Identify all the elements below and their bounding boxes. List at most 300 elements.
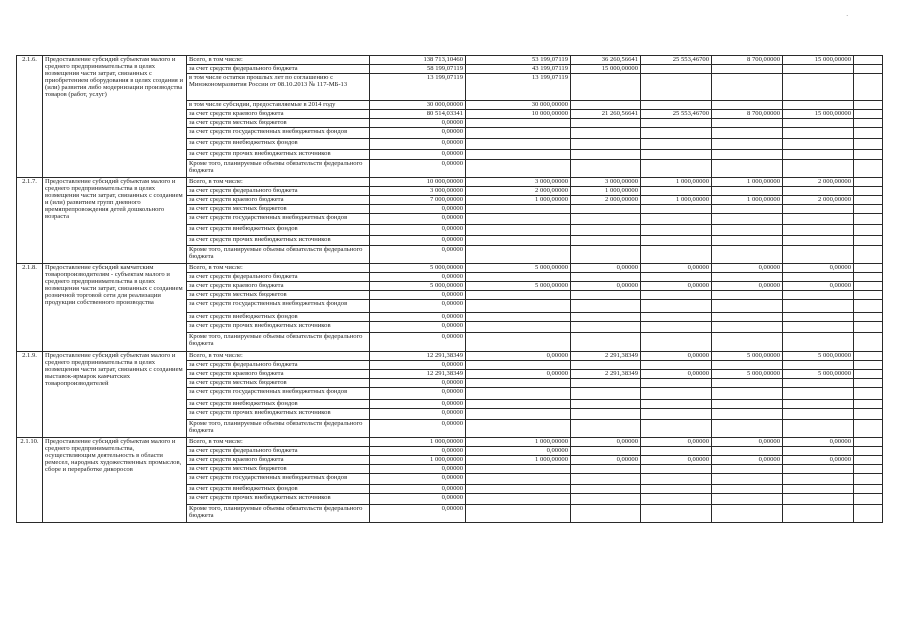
amount-cell (571, 214, 641, 225)
amount-cell (712, 485, 783, 494)
amount-cell: 13 199,07119 (370, 74, 466, 101)
amount-cell (783, 361, 854, 370)
amount-cell (571, 119, 641, 128)
amount-cell (641, 187, 712, 196)
amount-cell (571, 322, 641, 333)
amount-cell: 5 000,00000 (783, 370, 854, 379)
empty-cell (854, 438, 883, 447)
amount-cell: 10 000,00000 (370, 178, 466, 187)
amount-cell: 0,00000 (370, 322, 466, 333)
amount-cell (712, 101, 783, 110)
table-row (17, 56, 883, 65)
amount-cell: 25 553,46700 (641, 56, 712, 65)
amount-cell (641, 505, 712, 523)
amount-cell (466, 160, 571, 178)
amount-cell (571, 300, 641, 313)
amount-cell (783, 214, 854, 225)
amount-cell (641, 236, 712, 246)
amount-cell (466, 300, 571, 313)
table-row (17, 264, 883, 273)
empty-cell (854, 178, 883, 187)
amount-cell: 5 000,00000 (370, 264, 466, 273)
empty-cell (854, 119, 883, 128)
empty-cell (854, 187, 883, 196)
funding-source-label: за счет средств внебюджетных фондов (187, 313, 370, 322)
amount-cell (712, 333, 783, 352)
empty-cell (854, 205, 883, 214)
amount-cell: 0,00000 (370, 409, 466, 420)
funding-source-label: за счет средств федерального бюджета (187, 65, 370, 74)
empty-cell (854, 101, 883, 110)
amount-cell: 15 000,00000 (783, 110, 854, 119)
amount-cell: 0,00000 (466, 352, 571, 361)
amount-cell: 0,00000 (712, 264, 783, 273)
amount-cell (466, 485, 571, 494)
amount-cell: 1 000,00000 (712, 178, 783, 187)
amount-cell: 0,00000 (783, 264, 854, 273)
empty-cell (854, 379, 883, 388)
amount-cell (712, 361, 783, 370)
amount-cell: 2 000,00000 (783, 196, 854, 205)
amount-cell (712, 214, 783, 225)
amount-cell (712, 291, 783, 300)
amount-cell: 0,00000 (370, 205, 466, 214)
amount-cell (712, 300, 783, 313)
amount-cell: 0,00000 (370, 447, 466, 456)
empty-cell (854, 505, 883, 523)
amount-cell (641, 150, 712, 160)
funding-source-label: за счет средств федерального бюджета (187, 187, 370, 196)
amount-cell: 12 291,38349 (370, 352, 466, 361)
funding-source-label: за счет средств внебюджетных фондов (187, 485, 370, 494)
amount-cell: 0,00000 (370, 119, 466, 128)
amount-cell (641, 65, 712, 74)
amount-cell: 3 000,00000 (370, 187, 466, 196)
funding-source-label: Всего, в том числе: (187, 352, 370, 361)
amount-cell: 53 199,07119 (466, 56, 571, 65)
amount-cell: 1 000,00000 (641, 196, 712, 205)
amount-cell: 1 000,00000 (571, 187, 641, 196)
amount-cell (783, 388, 854, 400)
funding-source-label: за счет средств прочих внебюджетных источников (187, 409, 370, 420)
amount-cell (641, 139, 712, 150)
amount-cell (571, 379, 641, 388)
amount-cell (466, 494, 571, 505)
amount-cell (641, 361, 712, 370)
amount-cell: 2 291,38349 (571, 352, 641, 361)
amount-cell: 0,00000 (370, 300, 466, 313)
amount-cell (466, 119, 571, 128)
amount-cell (783, 65, 854, 74)
empty-cell (854, 485, 883, 494)
amount-cell: 5 000,00000 (466, 282, 571, 291)
amount-cell (783, 474, 854, 485)
section-number: 2.1.8. (17, 264, 43, 352)
amount-cell (466, 474, 571, 485)
amount-cell (712, 187, 783, 196)
amount-cell: 15 000,00000 (571, 65, 641, 74)
amount-cell: 0,00000 (783, 456, 854, 465)
funding-source-label: Кроме того, планируемые объемы обязательств федерального бюджета (187, 246, 370, 264)
funding-source-label: за счет средств прочих внебюджетных источников (187, 494, 370, 505)
amount-cell (641, 465, 712, 474)
empty-cell (854, 225, 883, 236)
amount-cell (712, 420, 783, 438)
empty-cell (854, 352, 883, 361)
amount-cell: 0,00000 (370, 128, 466, 139)
amount-cell (571, 409, 641, 420)
amount-cell (641, 128, 712, 139)
empty-cell (854, 110, 883, 119)
amount-cell (783, 379, 854, 388)
amount-cell: 0,00000 (370, 505, 466, 523)
amount-cell (641, 300, 712, 313)
amount-cell (783, 139, 854, 150)
empty-cell (854, 400, 883, 409)
amount-cell (783, 409, 854, 420)
amount-cell (712, 494, 783, 505)
amount-cell (641, 101, 712, 110)
amount-cell (641, 225, 712, 236)
amount-cell (641, 494, 712, 505)
amount-cell: 0,00000 (370, 474, 466, 485)
amount-cell: 43 199,07119 (466, 65, 571, 74)
amount-cell (712, 465, 783, 474)
funding-source-label: за счет средств краевого бюджета (187, 196, 370, 205)
amount-cell (571, 150, 641, 160)
amount-cell (571, 494, 641, 505)
amount-cell (571, 465, 641, 474)
funding-source-label: за счет средств федерального бюджета (187, 447, 370, 456)
empty-cell (854, 370, 883, 379)
amount-cell (571, 313, 641, 322)
amount-cell: 5 000,00000 (712, 352, 783, 361)
section-number: 2.1.6. (17, 56, 43, 178)
amount-cell (571, 160, 641, 178)
amount-cell (466, 273, 571, 282)
amount-cell (783, 485, 854, 494)
amount-cell: 58 199,07119 (370, 65, 466, 74)
empty-cell (854, 465, 883, 474)
amount-cell (712, 273, 783, 282)
amount-cell (712, 150, 783, 160)
amount-cell: 0,00000 (370, 333, 466, 352)
amount-cell (641, 74, 712, 101)
amount-cell (641, 474, 712, 485)
corner-mark: · (846, 12, 849, 20)
amount-cell (466, 420, 571, 438)
amount-cell: 3 000,00000 (466, 178, 571, 187)
amount-cell: 30 000,00000 (370, 101, 466, 110)
funding-source-label: Кроме того, планируемые объемы обязательств федерального бюджета (187, 505, 370, 523)
amount-cell: 5 000,00000 (783, 352, 854, 361)
amount-cell (783, 128, 854, 139)
empty-cell (854, 65, 883, 74)
funding-source-label: за счет средств федерального бюджета (187, 361, 370, 370)
amount-cell (641, 409, 712, 420)
empty-cell (854, 56, 883, 65)
amount-cell: 2 000,00000 (466, 187, 571, 196)
amount-cell (783, 291, 854, 300)
amount-cell (783, 225, 854, 236)
amount-cell: 0,00000 (712, 438, 783, 447)
empty-cell (854, 196, 883, 205)
amount-cell (712, 505, 783, 523)
amount-cell (712, 65, 783, 74)
amount-cell (571, 361, 641, 370)
amount-cell: 0,00000 (370, 236, 466, 246)
amount-cell (571, 388, 641, 400)
funding-source-label: за счет средств федерального бюджета (187, 273, 370, 282)
amount-cell: 3 000,00000 (571, 178, 641, 187)
amount-cell: 0,00000 (370, 273, 466, 282)
amount-cell (783, 400, 854, 409)
section-description: Предоставление субсидий субъектам малого и среднего предпринимательства в целях возмещения части затрат, связанных с созданием выставок-ярмарок камчатских товаропроизводителей (43, 352, 187, 438)
empty-cell (854, 74, 883, 101)
amount-cell: 0,00000 (370, 150, 466, 160)
funding-source-label: за счет средств краевого бюджета (187, 282, 370, 291)
amount-cell (571, 101, 641, 110)
amount-cell: 36 260,56641 (571, 56, 641, 65)
amount-cell: 1 000,00000 (370, 456, 466, 465)
empty-cell (854, 474, 883, 485)
amount-cell: 0,00000 (370, 465, 466, 474)
amount-cell (466, 322, 571, 333)
funding-source-label: Кроме того, планируемые объемы обязательств федерального бюджета (187, 420, 370, 438)
amount-cell (712, 400, 783, 409)
amount-cell (712, 322, 783, 333)
amount-cell: 5 000,00000 (466, 264, 571, 273)
amount-cell (783, 150, 854, 160)
amount-cell (712, 474, 783, 485)
funding-source-label: за счет средств внебюджетных фондов (187, 225, 370, 236)
amount-cell (712, 160, 783, 178)
funding-source-label: за счет средств государственных внебюджетных фондов (187, 388, 370, 400)
amount-cell: 10 000,00000 (466, 110, 571, 119)
amount-cell: 0,00000 (370, 139, 466, 150)
amount-cell (571, 139, 641, 150)
amount-cell (641, 322, 712, 333)
amount-cell: 0,00000 (370, 214, 466, 225)
amount-cell (466, 379, 571, 388)
amount-cell (466, 409, 571, 420)
funding-source-label: за счет средств краевого бюджета (187, 456, 370, 465)
amount-cell: 0,00000 (370, 494, 466, 505)
amount-cell: 5 000,00000 (370, 282, 466, 291)
amount-cell (712, 409, 783, 420)
amount-cell (571, 225, 641, 236)
budget-table (16, 55, 883, 523)
amount-cell (641, 119, 712, 128)
amount-cell: 0,00000 (571, 438, 641, 447)
amount-cell (712, 205, 783, 214)
funding-source-label: за счет средств краевого бюджета (187, 110, 370, 119)
amount-cell: 25 553,46700 (641, 110, 712, 119)
amount-cell (571, 420, 641, 438)
funding-source-label: за счет средств внебюджетных фондов (187, 400, 370, 409)
empty-cell (854, 128, 883, 139)
funding-source-label: за счет средств местных бюджетов (187, 119, 370, 128)
amount-cell: 80 514,03341 (370, 110, 466, 119)
amount-cell (783, 101, 854, 110)
table-row (17, 178, 883, 187)
amount-cell (571, 333, 641, 352)
section-number: 2.1.9. (17, 352, 43, 438)
amount-cell: 1 000,00000 (712, 196, 783, 205)
funding-source-label: за счет средств местных бюджетов (187, 379, 370, 388)
empty-cell (854, 246, 883, 264)
amount-cell (571, 205, 641, 214)
empty-cell (854, 361, 883, 370)
amount-cell (571, 505, 641, 523)
amount-cell: 0,00000 (571, 264, 641, 273)
empty-cell (854, 160, 883, 178)
amount-cell (641, 379, 712, 388)
amount-cell (641, 388, 712, 400)
amount-cell: 0,00000 (370, 400, 466, 409)
amount-cell: 0,00000 (641, 370, 712, 379)
funding-source-label: за счет средств местных бюджетов (187, 205, 370, 214)
amount-cell (571, 485, 641, 494)
amount-cell (783, 333, 854, 352)
amount-cell (783, 74, 854, 101)
amount-cell (571, 128, 641, 139)
amount-cell: 0,00000 (641, 438, 712, 447)
empty-cell (854, 409, 883, 420)
amount-cell (466, 400, 571, 409)
amount-cell (641, 447, 712, 456)
amount-cell (712, 447, 783, 456)
amount-cell (466, 465, 571, 474)
amount-cell (783, 494, 854, 505)
amount-cell (641, 160, 712, 178)
section-description: Предоставление субсидий субъектам малого и среднего предпринимательства в целях возмещения части затрат, связанных с созданием и (или) развитием групп дневного времяпрепровождения детей дошкольного возраста (43, 178, 187, 264)
funding-source-label: за счет средств государственных внебюджетных фондов (187, 128, 370, 139)
amount-cell (466, 291, 571, 300)
amount-cell: 0,00000 (466, 447, 571, 456)
amount-cell (571, 74, 641, 101)
amount-cell (466, 225, 571, 236)
amount-cell: 8 700,00000 (712, 110, 783, 119)
amount-cell (466, 236, 571, 246)
amount-cell (466, 139, 571, 150)
amount-cell: 0,00000 (370, 313, 466, 322)
amount-cell: 0,00000 (466, 370, 571, 379)
amount-cell: 0,00000 (370, 291, 466, 300)
amount-cell: 0,00000 (370, 420, 466, 438)
amount-cell: 0,00000 (712, 456, 783, 465)
amount-cell (712, 313, 783, 322)
amount-cell (783, 205, 854, 214)
amount-cell: 30 000,00000 (466, 101, 571, 110)
funding-source-label: в том числе субсидии, предоставляемые в 2014 году (187, 101, 370, 110)
amount-cell: 0,00000 (370, 388, 466, 400)
amount-cell: 0,00000 (712, 282, 783, 291)
funding-source-label: за счет средств государственных внебюджетных фондов (187, 474, 370, 485)
section-description: Предоставление субсидий субъектам малого и среднего предпринимательства в целях возмещения части затрат, связанных с приобретением оборудования в целях создания и (или) развития либо модернизации производства товаров (работ, услуг) (43, 56, 187, 178)
empty-cell (854, 388, 883, 400)
funding-source-label: Всего, в том числе: (187, 438, 370, 447)
empty-cell (854, 291, 883, 300)
amount-cell: 15 000,00000 (783, 56, 854, 65)
empty-cell (854, 214, 883, 225)
amount-cell (571, 291, 641, 300)
amount-cell: 0,00000 (783, 282, 854, 291)
amount-cell: 1 000,00000 (466, 438, 571, 447)
amount-cell: 0,00000 (571, 456, 641, 465)
amount-cell (641, 214, 712, 225)
amount-cell (783, 119, 854, 128)
amount-cell: 1 000,00000 (370, 438, 466, 447)
amount-cell: 12 291,38349 (370, 370, 466, 379)
amount-cell (783, 447, 854, 456)
amount-cell: 1 000,00000 (466, 196, 571, 205)
amount-cell (712, 74, 783, 101)
amount-cell (783, 273, 854, 282)
funding-source-label: за счет средств государственных внебюджетных фондов (187, 300, 370, 313)
table-row (17, 352, 883, 361)
amount-cell (641, 313, 712, 322)
empty-cell (854, 150, 883, 160)
amount-cell (641, 273, 712, 282)
amount-cell (783, 246, 854, 264)
amount-cell (641, 205, 712, 214)
amount-cell: 0,00000 (641, 456, 712, 465)
empty-cell (854, 273, 883, 282)
table-row (17, 438, 883, 447)
empty-cell (854, 456, 883, 465)
amount-cell (783, 160, 854, 178)
funding-source-label: за счет средств прочих внебюджетных источников (187, 236, 370, 246)
amount-cell (783, 187, 854, 196)
amount-cell: 0,00000 (641, 264, 712, 273)
amount-cell: 138 713,10460 (370, 56, 466, 65)
amount-cell: 0,00000 (370, 485, 466, 494)
amount-cell (641, 246, 712, 264)
amount-cell (712, 388, 783, 400)
amount-cell: 0,00000 (641, 352, 712, 361)
amount-cell: 0,00000 (641, 282, 712, 291)
amount-cell (783, 322, 854, 333)
amount-cell (783, 300, 854, 313)
amount-cell (571, 474, 641, 485)
empty-cell (854, 282, 883, 291)
amount-cell (571, 273, 641, 282)
funding-source-label: за счет средств внебюджетных фондов (187, 139, 370, 150)
amount-cell (466, 505, 571, 523)
amount-cell: 1 000,00000 (466, 456, 571, 465)
amount-cell (466, 150, 571, 160)
amount-cell: 1 000,00000 (641, 178, 712, 187)
funding-source-label: в том числе остатки прошлых лет по соглашению с Минэкономразвития России от 08.10.2013 № 117-МБ-13 (187, 74, 370, 101)
empty-cell (854, 300, 883, 313)
amount-cell: 0,00000 (571, 282, 641, 291)
funding-source-label: за счет средств прочих внебюджетных источников (187, 150, 370, 160)
empty-cell (854, 494, 883, 505)
section-number: 2.1.7. (17, 178, 43, 264)
amount-cell (466, 128, 571, 139)
amount-cell (571, 447, 641, 456)
amount-cell: 2 000,00000 (571, 196, 641, 205)
amount-cell (641, 291, 712, 300)
amount-cell (783, 236, 854, 246)
amount-cell (712, 119, 783, 128)
funding-source-label: за счет средств краевого бюджета (187, 370, 370, 379)
amount-cell: 0,00000 (370, 361, 466, 370)
section-description: Предоставление субсидий камчатским товаропроизводителям - субъектам малого и среднего предпринимательства в целях возмещения части затрат, связанных с созданием розничной торговой сети для реализации продукции собственного производства (43, 264, 187, 352)
amount-cell (641, 400, 712, 409)
funding-source-label: Кроме того, планируемые объемы обязательств федерального бюджета (187, 160, 370, 178)
